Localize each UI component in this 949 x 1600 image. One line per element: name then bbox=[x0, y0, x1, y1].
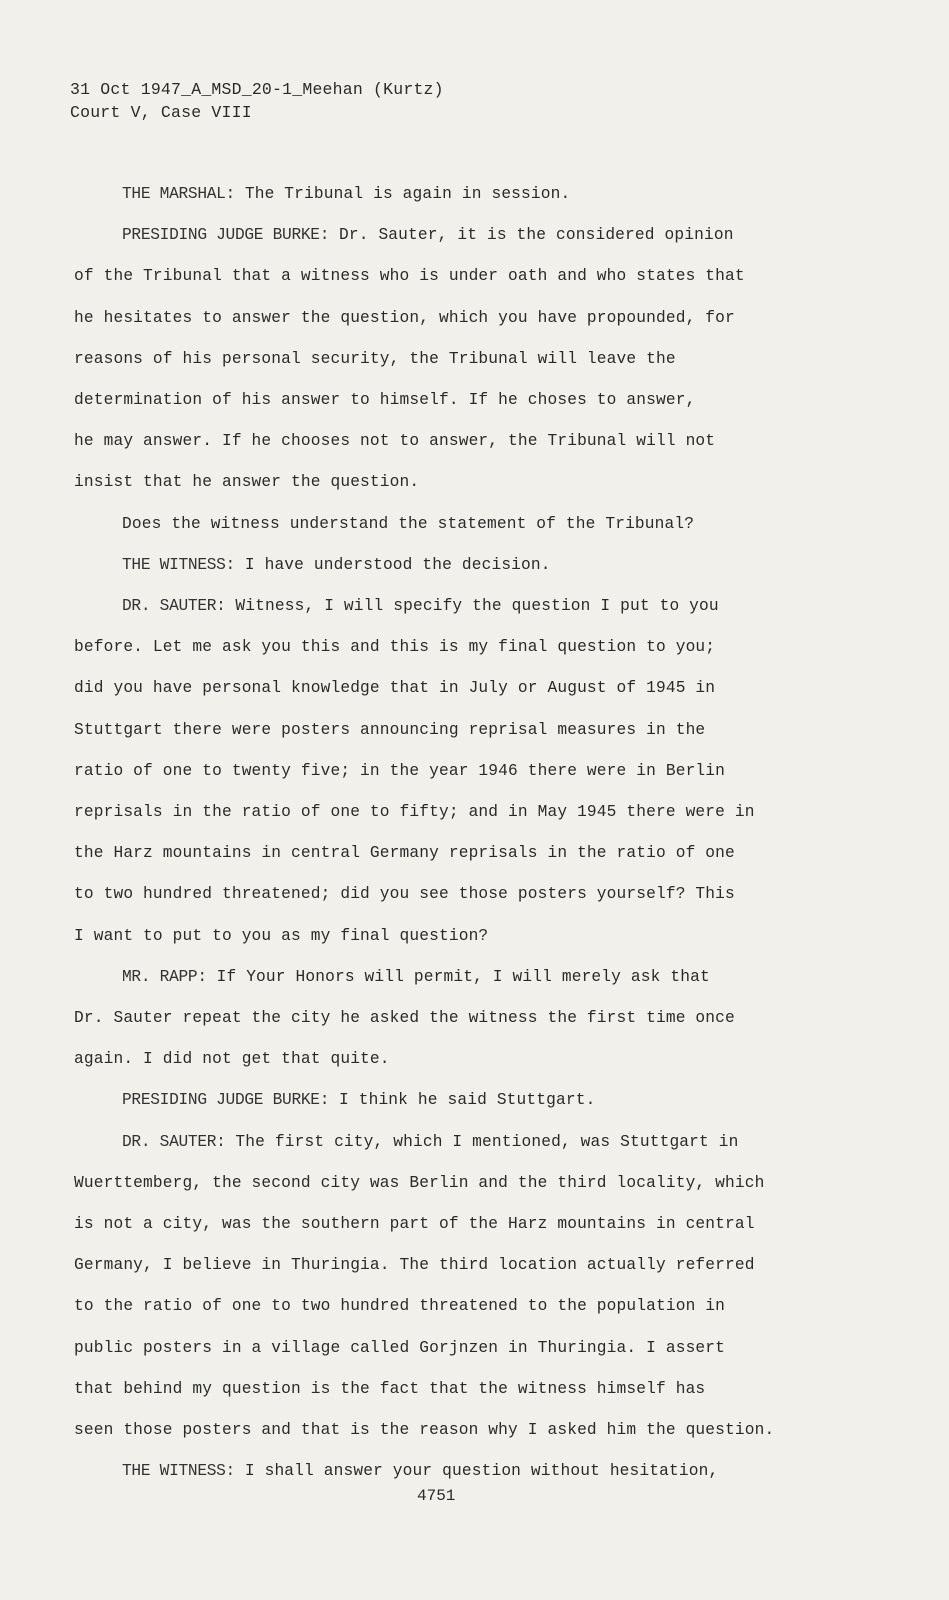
transcript-line bbox=[74, 462, 814, 503]
transcript-line bbox=[74, 256, 814, 297]
line-text: is not a city, was the southern part of the Harz mountains in central bbox=[74, 1215, 755, 1234]
line-text: he hesitates to answer the question, which you have propounded, for bbox=[74, 308, 735, 327]
transcript-line bbox=[74, 751, 814, 792]
line-text: Germany, I believe in Thuringia. The third location actually referred bbox=[74, 1256, 755, 1275]
transcript-line bbox=[74, 1245, 814, 1286]
line-text: ratio of one to twenty five; in the year 1946 there were in Berlin bbox=[74, 761, 726, 780]
speaker-line bbox=[74, 215, 814, 256]
transcript-line bbox=[74, 298, 814, 339]
transcript-line bbox=[74, 1328, 814, 1369]
line-text: Does the witness understand the statement of the Tribunal? bbox=[122, 514, 695, 533]
line-text: did you have personal knowledge that in July or August of 1945 in bbox=[74, 679, 716, 698]
speaker-line bbox=[74, 1080, 814, 1121]
speaker-line bbox=[74, 957, 814, 998]
speaker-label: THE MARSHAL: bbox=[122, 185, 235, 203]
transcript-body bbox=[74, 174, 814, 1493]
speaker-line bbox=[74, 1122, 814, 1163]
transcript-line bbox=[74, 792, 814, 833]
line-text: before. Let me ask you this and this is my final question to you; bbox=[74, 638, 716, 657]
transcript-line bbox=[74, 421, 814, 462]
line-text: I have understood the decision. bbox=[234, 555, 551, 574]
line-text: I want to put to you as my final question? bbox=[74, 926, 489, 945]
page-number: 4751 bbox=[417, 1487, 456, 1505]
line-text: Dr. Sauter, it is the considered opinion bbox=[329, 226, 734, 245]
transcript-line bbox=[74, 380, 814, 421]
line-text: reprisals in the ratio of one to fifty; and in May 1945 there were in bbox=[74, 803, 755, 822]
speaker-label: THE WITNESS: bbox=[122, 1462, 235, 1481]
transcript-line bbox=[74, 627, 814, 668]
line-text: reasons of his personal security, the Tribunal will leave the bbox=[74, 349, 676, 368]
speaker-label: PRESIDING JUDGE BURKE: bbox=[122, 1091, 330, 1110]
line-text: insist that he answer the question. bbox=[74, 473, 420, 492]
line-text: determination of his answer to himself. If he choses to answer, bbox=[74, 391, 696, 410]
speaker-label: DR. SAUTER: bbox=[122, 1132, 226, 1151]
speaker-label: THE WITNESS: bbox=[122, 555, 235, 574]
line-text: of the Tribunal that a witness who is under oath and who states that bbox=[74, 267, 745, 286]
speaker-label: PRESIDING JUDGE BURKE: bbox=[122, 226, 330, 245]
line-text: Witness, I will specify the question I put to you bbox=[225, 597, 719, 616]
line-text: I shall answer your question without hesitation, bbox=[234, 1462, 719, 1481]
transcript-line bbox=[74, 339, 814, 380]
transcript-line bbox=[74, 1286, 814, 1327]
transcript-line bbox=[74, 1204, 814, 1245]
transcript-line bbox=[74, 998, 814, 1039]
line-text: the Harz mountains in central Germany reprisals in the ratio of one bbox=[74, 844, 735, 863]
line-text: Stuttgart there were posters announcing reprisal measures in the bbox=[74, 720, 706, 739]
transcript-line bbox=[74, 1039, 814, 1080]
line-text: public posters in a village called Gorjnzen in Thuringia. I assert bbox=[74, 1338, 726, 1357]
line-text: Dr. Sauter repeat the city he asked the witness the first time once bbox=[74, 1009, 735, 1028]
speaker-label: DR. SAUTER: bbox=[122, 597, 226, 616]
transcript-line bbox=[74, 1369, 814, 1410]
transcript-line bbox=[74, 504, 814, 545]
line-text: Wuerttemberg, the second city was Berlin and the third locality, which bbox=[74, 1173, 765, 1192]
line-text: to two hundred threatened; did you see those posters yourself? This bbox=[74, 885, 735, 904]
document-header bbox=[70, 78, 444, 124]
line-text: that behind my question is the fact that the witness himself has bbox=[74, 1379, 706, 1398]
transcript-line bbox=[74, 710, 814, 751]
line-text: If Your Honors will permit, I will merely ask that bbox=[206, 967, 710, 986]
line-text: The Tribunal is again in session. bbox=[234, 185, 571, 203]
transcript-line bbox=[74, 874, 814, 915]
transcript-line bbox=[74, 1163, 814, 1204]
transcript-line bbox=[74, 833, 814, 874]
header-court-case: Court V, Case VIII bbox=[70, 103, 252, 122]
speaker-line bbox=[74, 586, 814, 627]
transcript-line bbox=[74, 1410, 814, 1451]
line-text: I think he said Stuttgart. bbox=[329, 1091, 596, 1110]
line-text: The first city, which I mentioned, was Stuttgart in bbox=[225, 1132, 739, 1151]
speaker-line bbox=[74, 545, 814, 586]
header-reference: 31 Oct 1947_A_MSD_20-1_Meehan (Kurtz) bbox=[70, 80, 444, 99]
speaker-label: MR. RAPP: bbox=[122, 967, 207, 986]
transcript-line bbox=[74, 916, 814, 957]
transcript-line bbox=[74, 668, 814, 709]
speaker-line bbox=[74, 174, 814, 215]
line-text: to the ratio of one to two hundred threatened to the population in bbox=[74, 1297, 726, 1316]
line-text: he may answer. If he chooses not to answer, the Tribunal will not bbox=[74, 432, 716, 451]
line-text: again. I did not get that quite. bbox=[74, 1050, 390, 1069]
line-text: seen those posters and that is the reason why I asked him the question. bbox=[74, 1421, 775, 1440]
